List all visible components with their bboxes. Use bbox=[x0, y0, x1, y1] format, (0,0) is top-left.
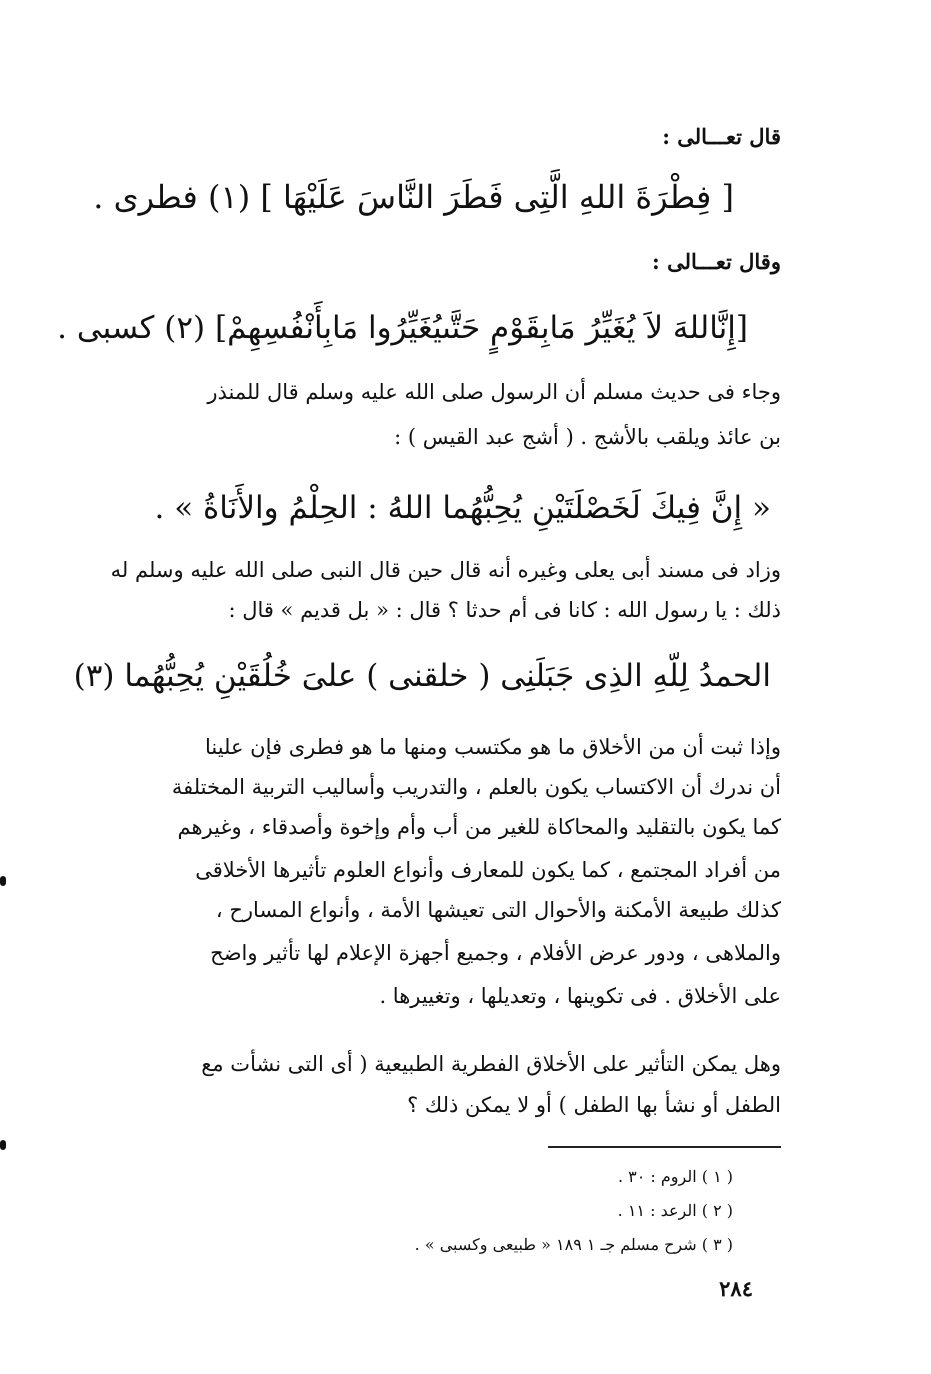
footnote-2: ( ٢ ) الرعد : ١١ . bbox=[617, 1201, 733, 1220]
quran-verse-change: [إِنَّاللهَ لاَ يُغَيِّرُ مَابِقَوْمٍ حَتَّىيُغَيِّرُوا مَابِأَنْفُسِهِمْ] (٢) كسبى . bbox=[57, 310, 748, 346]
paragraph-1-line-1: وجاء فى حديث مسلم أن الرسول صلى الله عليه وسلم قال للمنذر bbox=[207, 380, 781, 404]
paragraph-3-line-3: كما يكون بالتقليد والمحاكاة للغير من أب وأم وإخوة وأصدقاء ، وغيرهم bbox=[177, 815, 781, 839]
paragraph-3-line-7: على الأخلاق . فى تكوينها ، وتعديلها ، وتغييرها . bbox=[379, 984, 781, 1008]
paragraph-3-line-1: وإذا ثبت أن من الأخلاق ما هو مكتسب ومنها ما هو فطرى فإن علينا bbox=[204, 735, 781, 759]
hadith-quote-1: « إِنَّ فِيكَ لَخَصْلَتَيْنِ يُحِبُّهُما اللهُ : الحِلْمُ والأَنَاةُ » . bbox=[154, 490, 771, 526]
hadith-quote-2: الحمدُ لِلّهِ الذِى جَبَلَنِى ( خلقنى ) علىَ خُلُقَيْنِ يُحِبُّهُما (٣) bbox=[73, 658, 771, 694]
paragraph-3-line-5: كذلك طبيعة الأمكنة والأحوال التى تعيشها الأمة ، وأنواع المسارح ، bbox=[215, 898, 781, 922]
page-number: ٢٨٤ bbox=[719, 1276, 753, 1301]
paragraph-3-line-4: من أفراد المجتمع ، كما يكون للمعارف وأنواع العلوم تأثيرها الأخلاقى bbox=[195, 858, 781, 882]
paragraph-3-line-6: والملاهى ، ودور عرض الأفلام ، وجميع أجهزة الإعلام لها تأثير واضح bbox=[210, 941, 781, 965]
quran-verse-fitra: [ فِطْرَةَ اللهِ الَّتِى فَطَرَ النَّاسَ عَلَيْهَا ] (١) فطرى . bbox=[93, 178, 734, 216]
paragraph-1-line-2: بن عائذ ويلقب بالأشج . ( أشج عبد القيس ) : bbox=[394, 425, 781, 449]
scan-speck bbox=[0, 1140, 6, 1150]
paragraph-2-line-1: وزاد فى مسند أبى يعلى وغيره أنه قال حين قال النبى صلى الله عليه وسلم له bbox=[110, 558, 781, 582]
intro-line-2: وقال تعـــالى : bbox=[652, 249, 781, 274]
scan-speck bbox=[0, 876, 6, 886]
footnote-separator bbox=[548, 1146, 781, 1148]
paragraph-4-line-2: الطفل أو نشأ بها الطفل ) أو لا يمكن ذلك ؟ bbox=[407, 1093, 781, 1117]
intro-line-1: قال تعـــالى : bbox=[662, 124, 781, 149]
paragraph-4-line-1: وهل يمكن التأثير على الأخلاق الفطرية الطبيعية ( أى التى نشأت مع bbox=[201, 1052, 781, 1076]
footnote-1: ( ١ ) الروم : ٣٠ . bbox=[617, 1167, 733, 1186]
paragraph-2-line-2: ذلك : يا رسول الله : كانا فى أم حدثا ؟ قال : « بل قديم » قال : bbox=[228, 598, 781, 622]
paragraph-3-line-2: أن ندرك أن الاكتساب يكون بالعلم ، والتدريب وأساليب التربية المختلفة bbox=[171, 775, 781, 799]
footnote-3: ( ٣ ) شرح مسلم جـ ١ ١٨٩ « طبيعى وكسبى » . bbox=[414, 1235, 733, 1254]
